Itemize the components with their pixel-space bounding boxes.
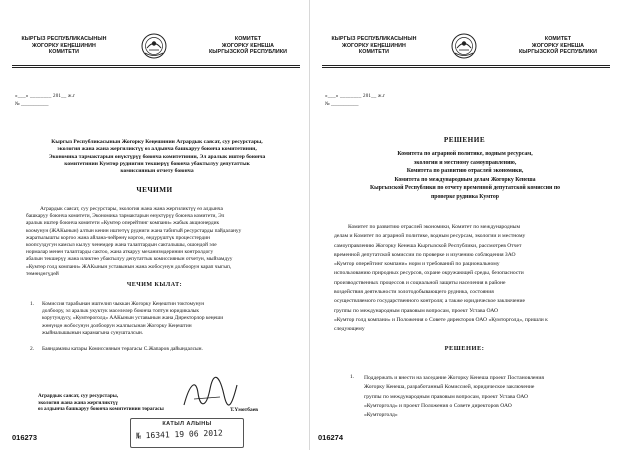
header-kyrgyz: КЫРГЫЗ РЕСПУБЛИКАСЫНЫН ЖОГОРКУ КЕҢЕШИНИН КОМИТЕТИ [21, 36, 107, 56]
item-number: 1. [350, 374, 355, 380]
state-emblem-icon [141, 33, 167, 59]
body-paragraph: Агрардык саясат, суу ресурстары, экология жана жана жергиликтүү өз алдынча башкаруу боюнча комитети, Экономика тармактарын өнүктүрүү боюнча комитети, Эл аралык иштер боюнча комитети «Кумтөр оперейтинг компани» жабык акционердик коомунун (ЖАКынын) алтын кенин иштетүү рудниги жана табигый ресурстарды пайдалануу жаратылышты коргоо жана айлана-чөйрөнү коргоо, өндүрүштүк процесстердин коопсуздугун камсыз кылуу ченемдер жана талаптардын сакталышы, ошондой эле нормалар менен талаптарды сактоо, жана аткаруу механизмдеринин контролдогу абалын текшерүү жана иликтөө убактылуу депутаттык комиссиянын отчетун, мыйзамдуу «Кумтөр голд компани» ЖАКынын уставынын жана жобосунун долбоорун карап чыгып, төмөндөгүдөй [26, 206, 242, 277]
right-page [310, 0, 619, 450]
list-item: Поддержать и внести на заседание Жогорку Кенеша проект Постановления Жогорку Кенеша, разработанный Комиссией, юридическое заключение группы по международным правовым вопросам, проект Устава ОАО «Кумторголд» и проект Положения о Совете директоров ОАО «Кумторголд» [364, 375, 544, 419]
body-paragraph: Комитет по развитию отраслей экономики, Комитет по международным делам и Комитет по аграрной политике, водным ресурсам, экологии и местному самоуправлению Жогорку Кенеша Кыргызской Республики, рассмотрев Отчет временной депутатской комиссии по проверке и изучению соблюдения ЗАО «Кумтор оперейтинг компани» норм и требований по рациональному использованию природных ресурсов, охране окружающей среды, безопасности производственных процессов и социальной защиты населения в районе воздействия деятельности золотодобывающего рудника, состояния осуществляемого государственного контроля; а также юридическое заключение группы по международным правовым вопросам, проект Устава ОАО «Кумтор голд компани» и Положения о Совете директоров ОАО «Кумторголд», пришли к следующему [334, 224, 548, 333]
header-rule [322, 65, 610, 66]
document-title: Кыргыз Республикасынын Жогорку Кеңешинин Агрардык саясат, суу ресурстары, экология жана жана жергиликтүү өз алдынча башкаруу боюнча комитетинин, Экономика тармактарын өнүктүрүү боюнча комитетинин, Эл аралык иштер боюнча комитетинин Кумтөр руднигин текшерүү боюнча убактылуу депутаттык комиссиянын отчету боюнча [48, 139, 266, 175]
header-russian: КОМИТЕТ ЖОГОРКУ КЕНЕША КЫРГЫЗСКОЙ РЕСПУБЛИКИ [518, 36, 598, 56]
number-line: № ___________ [325, 102, 359, 107]
document-number: 016273 [12, 433, 38, 442]
registration-stamp: КАТЫЛ АЛЫНЫ [130, 418, 244, 448]
signature-block: Агрардык саясат, суу ресурстары, экология жана жана жергиликтүү өз алдынча башкаруу боюнча комитетинин төрагасы [38, 393, 164, 413]
state-emblem-icon [451, 33, 477, 59]
date-line: «___» ________ 201__ ж.г [325, 94, 386, 99]
resolve-title: ЧЕЧИМ КЫЛАТ: [126, 282, 183, 288]
document-number: 016274 [318, 433, 344, 442]
item-number: 1. [30, 301, 35, 307]
header-russian: КОМИТЕТ ЖОГОРКУ КЕНЕША КЫРГЫЗСКОЙ РЕСПУБЛИКИ [208, 36, 288, 56]
item-number: 2. [30, 346, 35, 352]
decision-title: ЧЕЧИМИ [136, 186, 173, 194]
header-kyrgyz: КЫРГЫЗ РЕСПУБЛИКАСЫНЫН ЖОГОРКУ КЕҢЕШИНИН КОМИТЕТИ [331, 36, 417, 56]
left-page [0, 0, 309, 450]
signature-icon [180, 375, 240, 411]
list-item: Комиссия тарабынан иштелип чыккан Жогорку Кеңештин токтомунун долбоору, эл аралык укуктук маселелер боюнча топтун юридикалык корутундусу, «Кумтөроголд» ААКынын уставынын жана Директорлор кеңеши жөнүндө жобосунун долбоорун жалпысынан Жогорку Кеңештин жыйналышынын карамагына сунушталсын. [42, 301, 224, 336]
signer-name: Т.Үмөтбаев [230, 407, 259, 413]
handwritten-registration: № 16341 19 06 2012 [135, 428, 223, 441]
resolve-title: РЕШЕНИЕ: [444, 345, 485, 352]
header-rule [12, 65, 300, 66]
decision-title: РЕШЕНИЕ [443, 136, 486, 144]
number-line: № ___________ [15, 102, 49, 107]
list-item: Баяндамачы катары Комиссиянын төрагасы С.Жапаров дайындалсын. [42, 346, 203, 352]
header-rule [322, 67, 610, 68]
document-title: Комитета по аграрной политике, водным ресурсам, экологии и местному самоуправлению, Комитета по развитию отраслей экономики, Комитета по международным делам Жогорку Кенеша Кыргызской Республики по отчету временной депутатской комиссии по проверке рудника Кумтор [369, 151, 561, 200]
date-line: «___» ________ 201__ ж.г [15, 94, 76, 99]
header-rule [12, 67, 300, 68]
